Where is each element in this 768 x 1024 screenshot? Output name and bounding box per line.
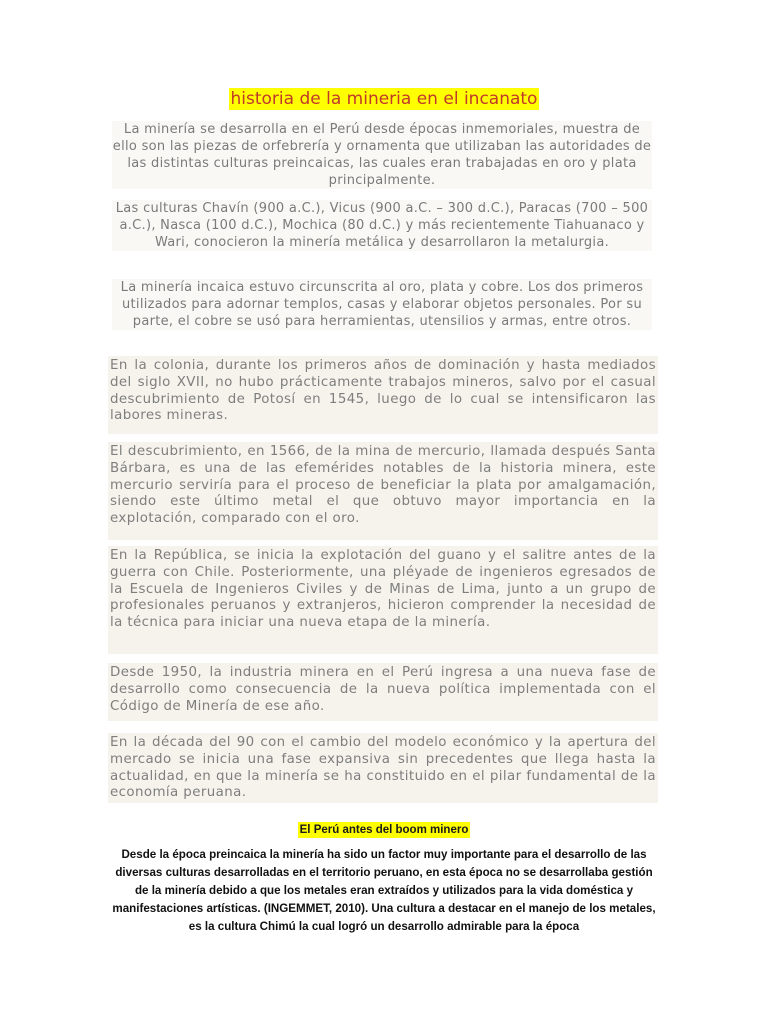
- intro-paragraph-2: Las culturas Chavín (900 a.C.), Vicus (900 a.C. – 300 d.C.), Paracas (700 – 500 a.C.), Nasca (100 d.C.), Mochica (80 d.C.) y más recientemente Tiahuanaco y Wari, conocieron la minería metálica y desarrollaron la metalurgia.: [112, 200, 652, 251]
- section-subtitle: El Perú antes del boom minero: [299, 824, 469, 836]
- history-paragraph-decada-90: En la década del 90 con el cambio del modelo económico y la apertura del mercado se inicia una fase expansiva sin precedentes que llega hasta la actualidad, en que la minería se ha constituido en el pilar fundamental de la economía peruana.: [108, 733, 658, 803]
- intro-paragraph-1: La minería se desarrolla en el Perú desde épocas inmemoriales, muestra de ello son las piezas de orfebrería y ornamenta que utilizaban las autoridades de las distintas culturas preincaicas, las cuales eran trabajadas en oro y plata principalmente.: [112, 122, 652, 188]
- intro-paragraph-3: La minería incaica estuvo circunscrita al oro, plata y cobre. Los dos primeros utilizados para adornar templos, casas y elaborar objetos personales. Por su parte, el cobre se usó para herramientas, utensilios y armas, entre otros.: [112, 279, 652, 330]
- history-paragraph-colonia: En la colonia, durante los primeros años de dominación y hasta mediados del siglo XVII, no hubo prácticamente trabajos mineros, salvo por el casual descubrimiento de Potosí en 1545, luego de lo cual se intensificaron las labores mineras.: [108, 356, 658, 434]
- body-paragraph: Desde la época preincaica la minería ha sido un factor muy importante para el desarrollo de las diversas culturas desarrolladas en el territorio peruano, en esta época no se desarrollaba gestión de la minería debido a que los metales eran extraídos y utilizados para la vida doméstica y manifestaciones artísticas. (INGEMMET, 2010). Una cultura a destacar en el manejo de los metales, es la cultura Chimú la cual logró un desarrollo admirable para la época: [112, 848, 656, 933]
- document-title: historia de la mineria en el incanato: [230, 89, 538, 109]
- history-paragraph-mercurio: El descubrimiento, en 1566, de la mina de mercurio, llamada después Santa Bárbara, es una de las efemérides notables de la historia minera, este mercurio serviría para el proceso de beneficiar la plata por amalgamación, siendo este último metal el que obtuvo mayor importancia en la explotación, comparado con el oro.: [108, 442, 658, 540]
- history-paragraph-1950: Desde 1950, la industria minera en el Perú ingresa a una nueva fase de desarrollo como consecuencia de la nueva política implementada con el Código de Minería de ese año.: [108, 663, 658, 721]
- history-paragraph-republica: En la República, se inicia la explotación del guano y el salitre antes de la guerra con Chile. Posteriormente, una pléyade de ingenieros egresados de la Escuela de Ingenieros Civiles y de Minas de Lima, junto a un grupo de profesionales peruanos y extranjeros, hicieron comprender la necesidad de la técnica para iniciar una nueva etapa de la minería.: [108, 546, 658, 654]
- title-container: [0, 88, 768, 110]
- subtitle-container: [0, 820, 768, 838]
